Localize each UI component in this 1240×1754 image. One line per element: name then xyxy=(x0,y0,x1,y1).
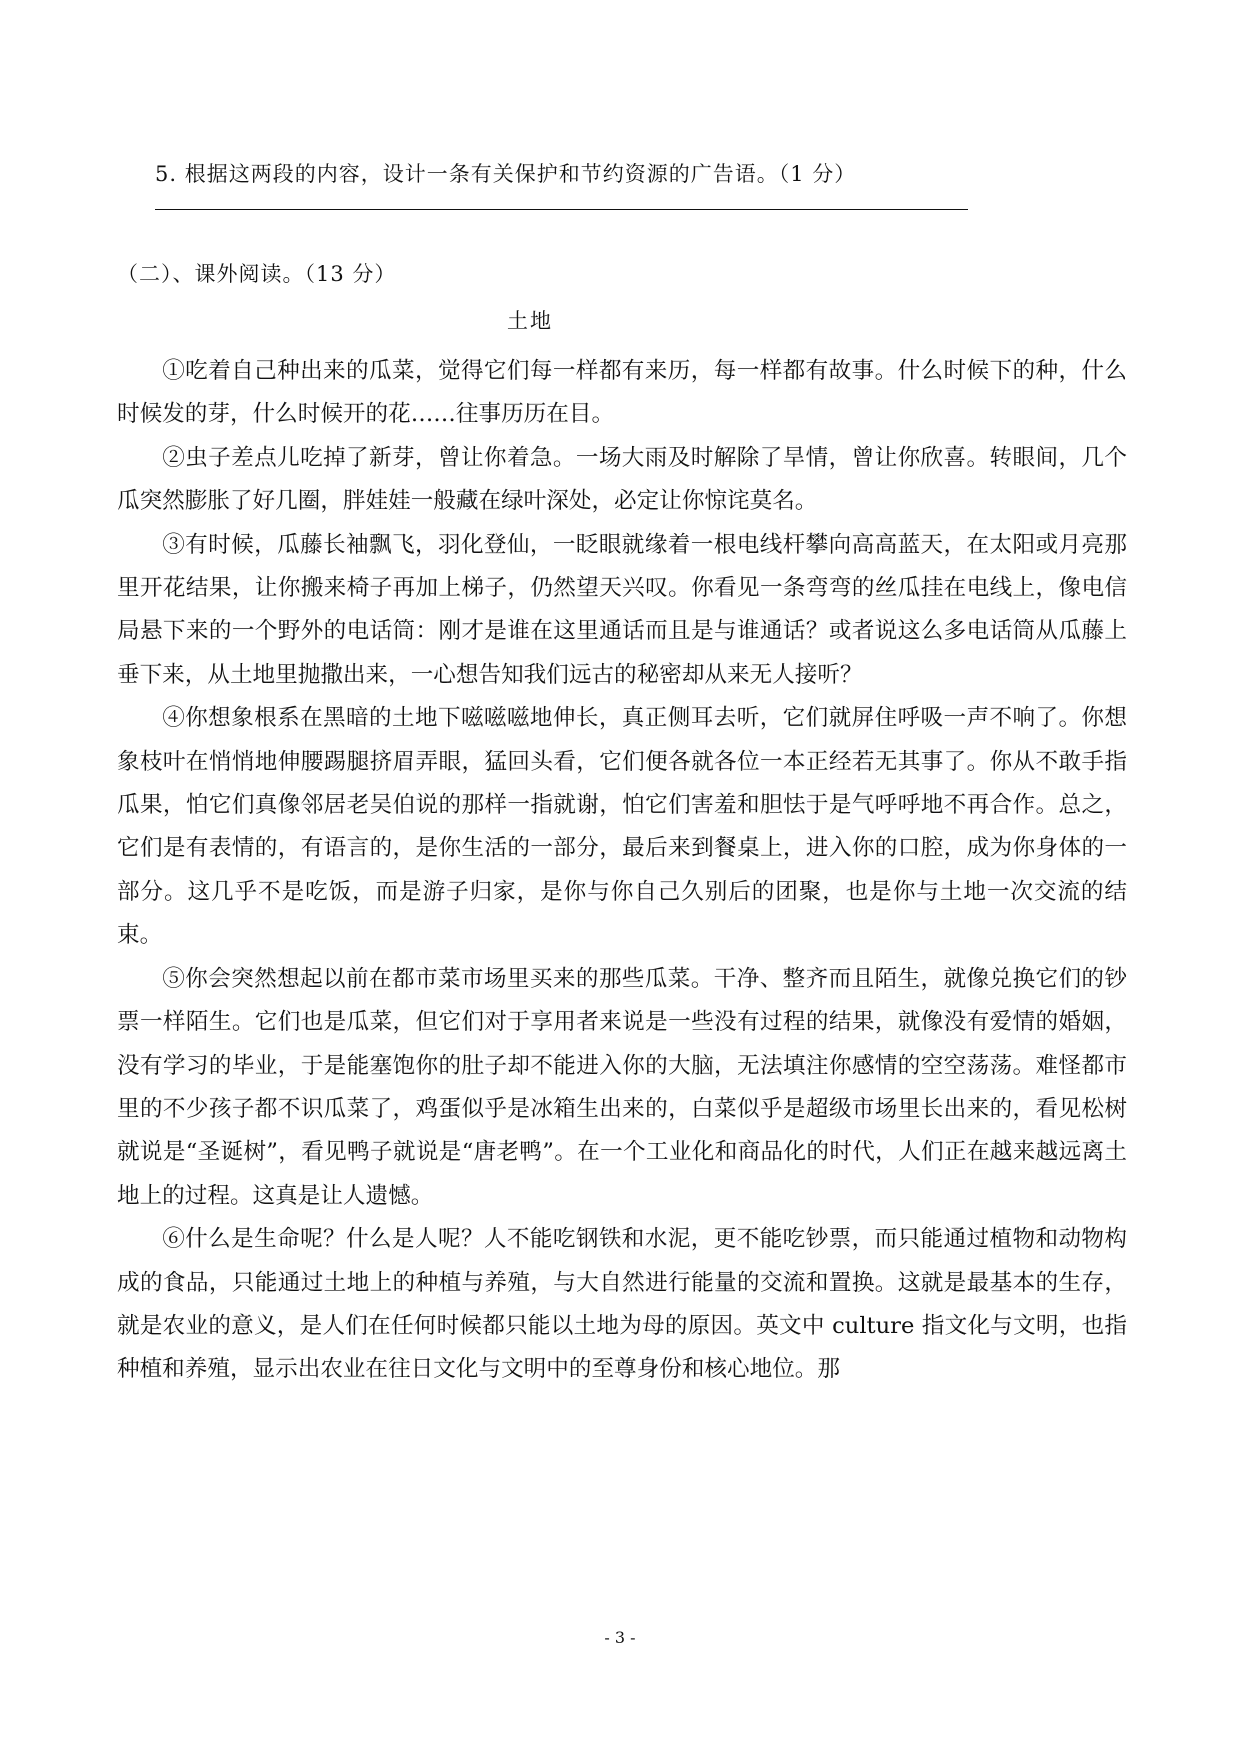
article-title: 土地 xyxy=(507,309,553,333)
paragraph-4: ④你想象根系在黑暗的土地下嗞嗞嗞地伸长，真正侧耳去听，它们就屏住呼吸一声不响了。你想象枝叶在悄悄地伸腰踢腿挤眉弄眼，猛回头看，它们便各就各位一本正经若无其事了。你从不敢手指瓜果，怕它们真像邻居老吴伯说的那样一指就谢，怕它们害羞和胆怯于是气呼呼地不再合作。总之，它们是有表情的，有语言的，是你生活的一部分，最后来到餐桌上，进入你的口腔，成为你身体的一部分。这几乎不是吃饭，而是游子归家，是你与你自己久别后的团聚，也是你与土地一次交流的结束。 xyxy=(117,705,1127,949)
question-5-prompt: 5. 根据这两段的内容，设计一条有关保护和节约资源的广告语。（1 分） xyxy=(155,162,857,186)
article-body xyxy=(117,350,1127,1392)
paragraph-3: ③有时候，瓜藤长袖飘飞，羽化登仙，一眨眼就缘着一根电线杆攀向高高蓝天，在太阳或月亮那里开花结果，让你搬来椅子再加上梯子，仍然望天兴叹。你看见一条弯弯的丝瓜挂在电线上，像电信局悬下来的一个野外的电话筒：刚才是谁在这里通话而且是与谁通话？或者说这么多电话筒从瓜藤上垂下来，从土地里抛撒出来，一心想告知我们远古的秘密却从来无人接听？ xyxy=(117,531,1127,688)
paragraph-5: ⑤你会突然想起以前在都市菜市场里买来的那些瓜菜。干净、整齐而且陌生，就像兑换它们的钞票一样陌生。它们也是瓜菜，但它们对于享用者来说是一些没有过程的结果，就像没有爱情的婚姻，没有学习的毕业，于是能塞饱你的肚子却不能进入你的大脑，无法填注你感情的空空荡荡。难怪都市里的不少孩子都不识瓜菜了，鸡蛋似乎是冰箱生出来的，白菜似乎是超级市场里长出来的，看见松树就说是“圣诞树”，看见鸭子就说是“唐老鸭”。在一个工业化和商品化的时代，人们正在越来越远离土地上的过程。这真是让人遗憾。 xyxy=(117,965,1127,1209)
section-heading: （二）、课外阅读。（13 分） xyxy=(117,262,397,286)
paragraph-2: ②虫子差点儿吃掉了新芽，曾让你着急。一场大雨及时解除了旱情，曾让你欣喜。转眼间，几个瓜突然膨胀了好几圈，胖娃娃一般藏在绿叶深处，必定让你惊诧莫名。 xyxy=(117,444,1127,515)
paragraph-1: ①吃着自己种出来的瓜菜，觉得它们每一样都有来历，每一样都有故事。什么时候下的种，什么时候发的芽，什么时候开的花……往事历历在目。 xyxy=(117,358,1127,428)
page-number: - 3 - xyxy=(604,1628,636,1647)
paragraph-6: ⑥什么是生命呢？什么是人呢？人不能吃钢铁和水泥，更不能吃钞票，而只能通过植物和动物构成的食品，只能通过土地上的种植与养殖，与大自然进行能量的交流和置换。这就是最基本的生存，就是农业的意义，是人们在任何时候都只能以土地为母的原因。英文中 culture 指文化与文明，也指种植和养殖，显示出农业在往日文化与文明中的至尊身份和核心地位。那 xyxy=(117,1226,1127,1383)
answer-blank-line[interactable] xyxy=(155,209,968,210)
